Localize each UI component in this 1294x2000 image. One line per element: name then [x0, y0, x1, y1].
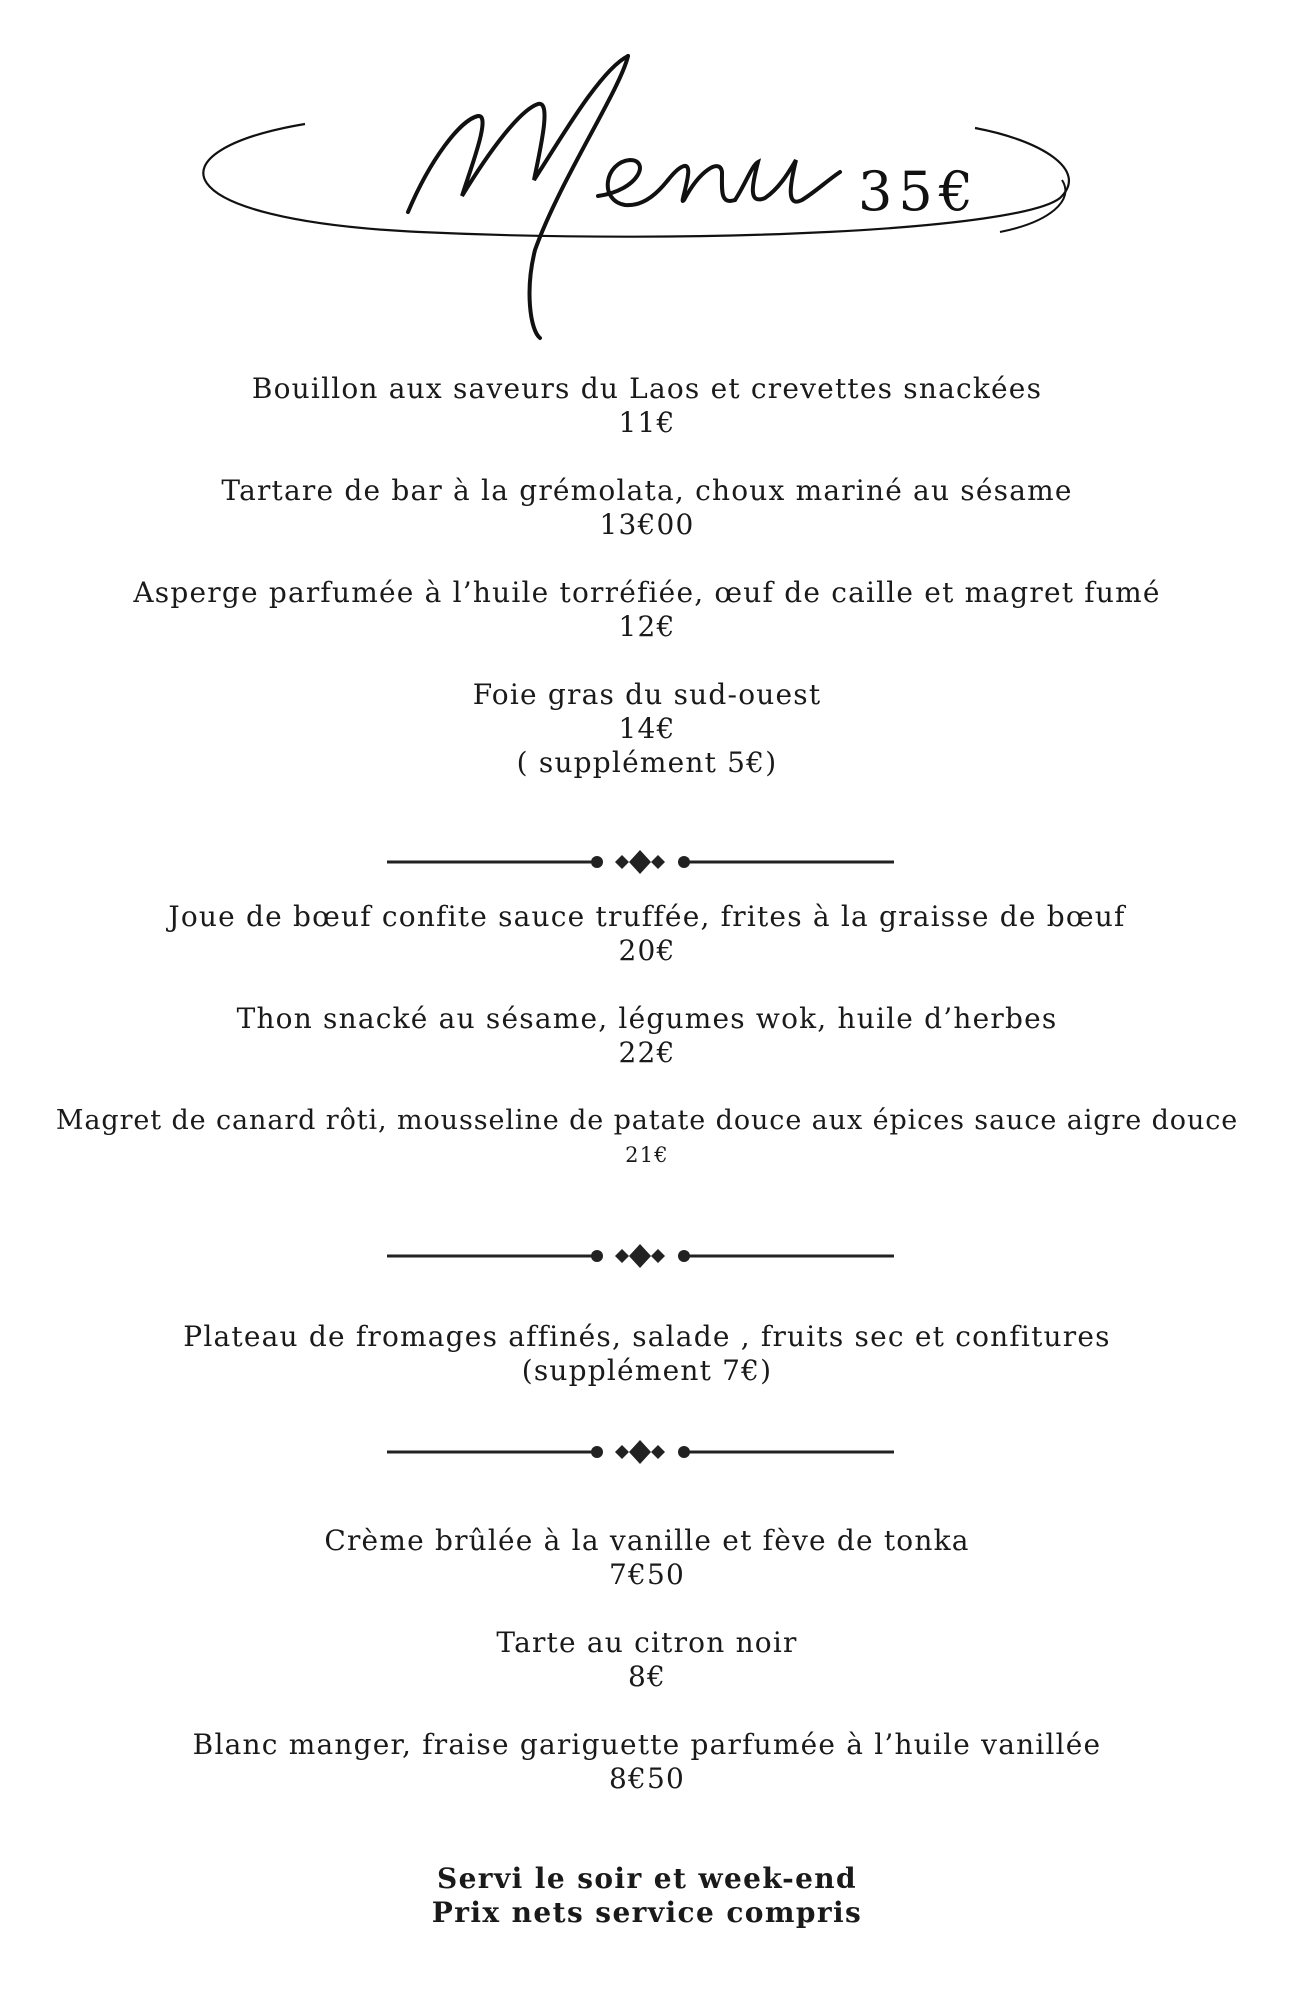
- dish-item: [0, 1104, 1294, 1172]
- dish-name: Blanc manger, fraise gariguette parfumée à l’huile vanillée: [192, 1728, 1102, 1761]
- dish-item: [0, 1626, 1294, 1694]
- dish-supplement: ( supplément 5€): [516, 746, 778, 779]
- dish-item: [0, 372, 1294, 440]
- plats-section-2: [0, 1002, 1294, 1070]
- entrees-section-4: [0, 678, 1294, 780]
- menu-header: [0, 0, 1294, 360]
- entrees-section-3: [0, 576, 1294, 644]
- entrees-section-2: [0, 474, 1294, 542]
- dish-item: [0, 474, 1294, 542]
- dish-item: [0, 900, 1294, 968]
- dish-price: 8€50: [608, 1762, 686, 1795]
- dish-name: Asperge parfumée à l’huile torréfiée, œuf de caille et magret fumé: [133, 576, 1161, 609]
- plats-section: [0, 900, 1294, 968]
- dish-name: Plateau de fromages affinés, salade , fruits sec et confitures: [183, 1320, 1111, 1353]
- desserts-section-3: [0, 1728, 1294, 1796]
- dish-item: [0, 1002, 1294, 1070]
- dish-price: 13€00: [599, 508, 695, 541]
- dish-price: 22€: [618, 1036, 676, 1069]
- dish-price: 20€: [618, 934, 676, 967]
- dish-item: [0, 678, 1294, 780]
- dish-item: [0, 576, 1294, 644]
- desserts-section: [0, 1524, 1294, 1592]
- ornament-divider: [0, 1236, 1294, 1276]
- dish-name: Thon snacké au sésame, légumes wok, huile d’herbes: [236, 1002, 1058, 1035]
- ornament-divider: [0, 1432, 1294, 1472]
- dish-name: Joue de bœuf confite sauce truffée, frites à la graisse de bœuf: [168, 900, 1126, 933]
- dish-name: Foie gras du sud-ouest: [472, 678, 822, 711]
- dish-supplement: (supplément 7€): [521, 1354, 773, 1387]
- dish-price: 14€: [618, 712, 676, 745]
- fromages-section: [0, 1320, 1294, 1388]
- dish-price: 21€: [625, 1143, 669, 1167]
- menu-price: 35€: [858, 160, 980, 223]
- dish-item: [0, 1728, 1294, 1796]
- menu-footer: [0, 1862, 1294, 1930]
- dish-item: [0, 1320, 1294, 1388]
- dish-price: 12€: [618, 610, 676, 643]
- dish-name: Crème brûlée à la vanille et fève de tonka: [324, 1524, 970, 1557]
- ornament-divider: [0, 842, 1294, 882]
- dish-name: Magret de canard rôti, mousseline de patate douce aux épices sauce aigre douce: [55, 1105, 1239, 1136]
- menu-script-logo: [0, 0, 1294, 360]
- dish-price: 7€50: [608, 1558, 686, 1591]
- dish-name: Tarte au citron noir: [496, 1626, 798, 1659]
- dish-item: [0, 1524, 1294, 1592]
- plats-section-3: [0, 1104, 1294, 1172]
- dish-name: Bouillon aux saveurs du Laos et crevettes snackées: [251, 372, 1043, 405]
- service-hours: Servi le soir et week-end: [436, 1862, 858, 1895]
- price-notice: Prix nets service compris: [431, 1896, 863, 1929]
- dish-price: 8€: [627, 1660, 667, 1693]
- dish-price: 11€: [618, 406, 676, 439]
- dish-name: Tartare de bar à la grémolata, choux mariné au sésame: [221, 474, 1073, 507]
- desserts-section-2: [0, 1626, 1294, 1694]
- entrees-section: [0, 372, 1294, 440]
